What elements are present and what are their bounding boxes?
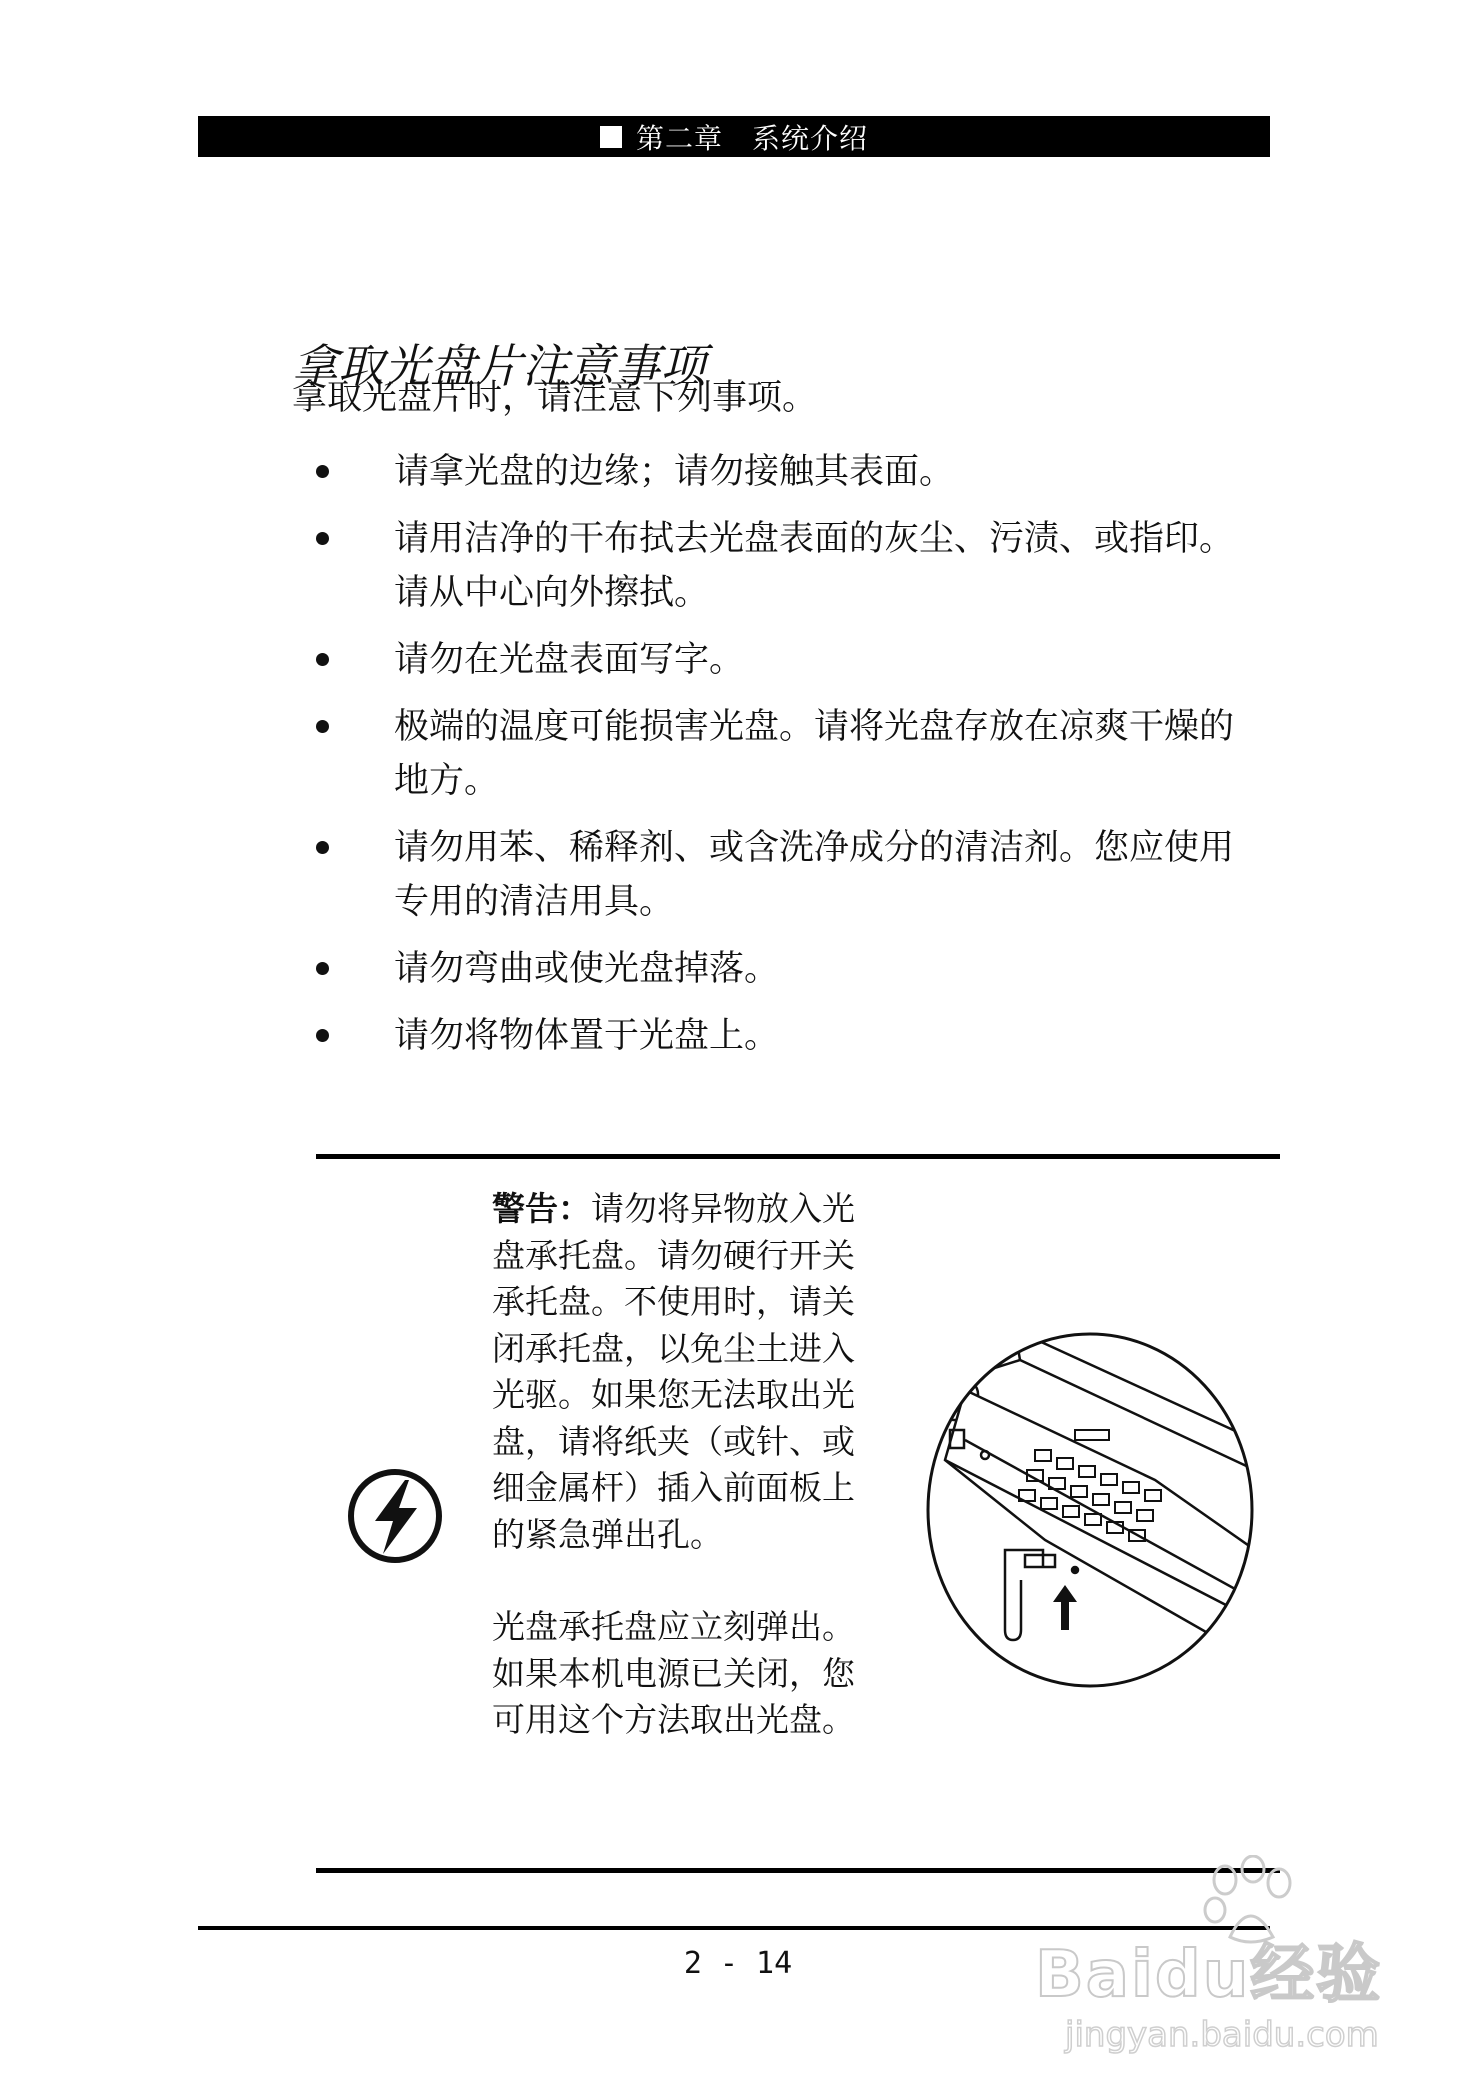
list-item: 请勿弯曲或使光盘掉落。 xyxy=(316,942,1256,996)
bullet-list xyxy=(316,445,1256,1076)
list-item: 请勿用苯、稀释剂、或含洗净成分的清洁剂。您应使用专用的清洁用具。 xyxy=(316,821,1256,929)
watermark-url: jingyan.baidu.com xyxy=(1065,2015,1379,2055)
section-title: 拿取光盘片注意事项 xyxy=(292,339,706,394)
bullet-icon xyxy=(316,653,329,666)
list-item: 请用洁净的干布拭去光盘表面的灰尘、污渍、或指印。请从中心向外擦拭。 xyxy=(316,512,1256,620)
bullet-icon xyxy=(316,841,329,854)
list-item: 请勿将物体置于光盘上。 xyxy=(316,1009,1256,1063)
list-item: 极端的温度可能损害光盘。请将光盘存放在凉爽干燥的地方。 xyxy=(316,700,1256,808)
warning-label: 警告： xyxy=(492,1189,591,1228)
header-square-icon xyxy=(600,126,622,148)
lightning-warning-icon xyxy=(345,1466,445,1566)
page-number: 2 - 14 xyxy=(683,1946,793,1981)
watermark-logo-text: Baidu经验 xyxy=(1035,1938,1383,2012)
bullet-icon xyxy=(316,720,329,733)
bullet-icon xyxy=(316,1029,329,1042)
list-item: 请拿光盘的边缘；请勿接触其表面。 xyxy=(316,445,1256,499)
warning-top-divider xyxy=(316,1154,1280,1159)
chapter-header xyxy=(198,116,1270,157)
bullet-icon xyxy=(316,465,329,478)
bullet-icon xyxy=(316,962,329,975)
chapter-title: 第二章 系统介绍 xyxy=(635,121,868,155)
intro-text: 拿取光盘片时，请注意下列事项。 xyxy=(292,378,818,418)
warning-paragraph-2: 光盘承托盘应立刻弹出。如果本机电源已关闭，您可用这个方法取出光盘。 xyxy=(492,1607,855,1739)
baidu-watermark xyxy=(1035,1855,1455,2080)
warning-text xyxy=(492,1186,862,1744)
laptop-eject-illustration xyxy=(925,1330,1255,1690)
warning-paragraph: 警告：请勿将异物放入光盘承托盘。请勿硬行开关承托盘。不使用时，请关闭承托盘，以免尘土进入光驱。如果您无法取出光盘，请将纸夹（或针、或细金属杆）插入前面板上的紧急弹出孔。 xyxy=(492,1189,855,1554)
bullet-icon xyxy=(316,532,329,545)
list-item: 请勿在光盘表面写字。 xyxy=(316,633,1256,687)
